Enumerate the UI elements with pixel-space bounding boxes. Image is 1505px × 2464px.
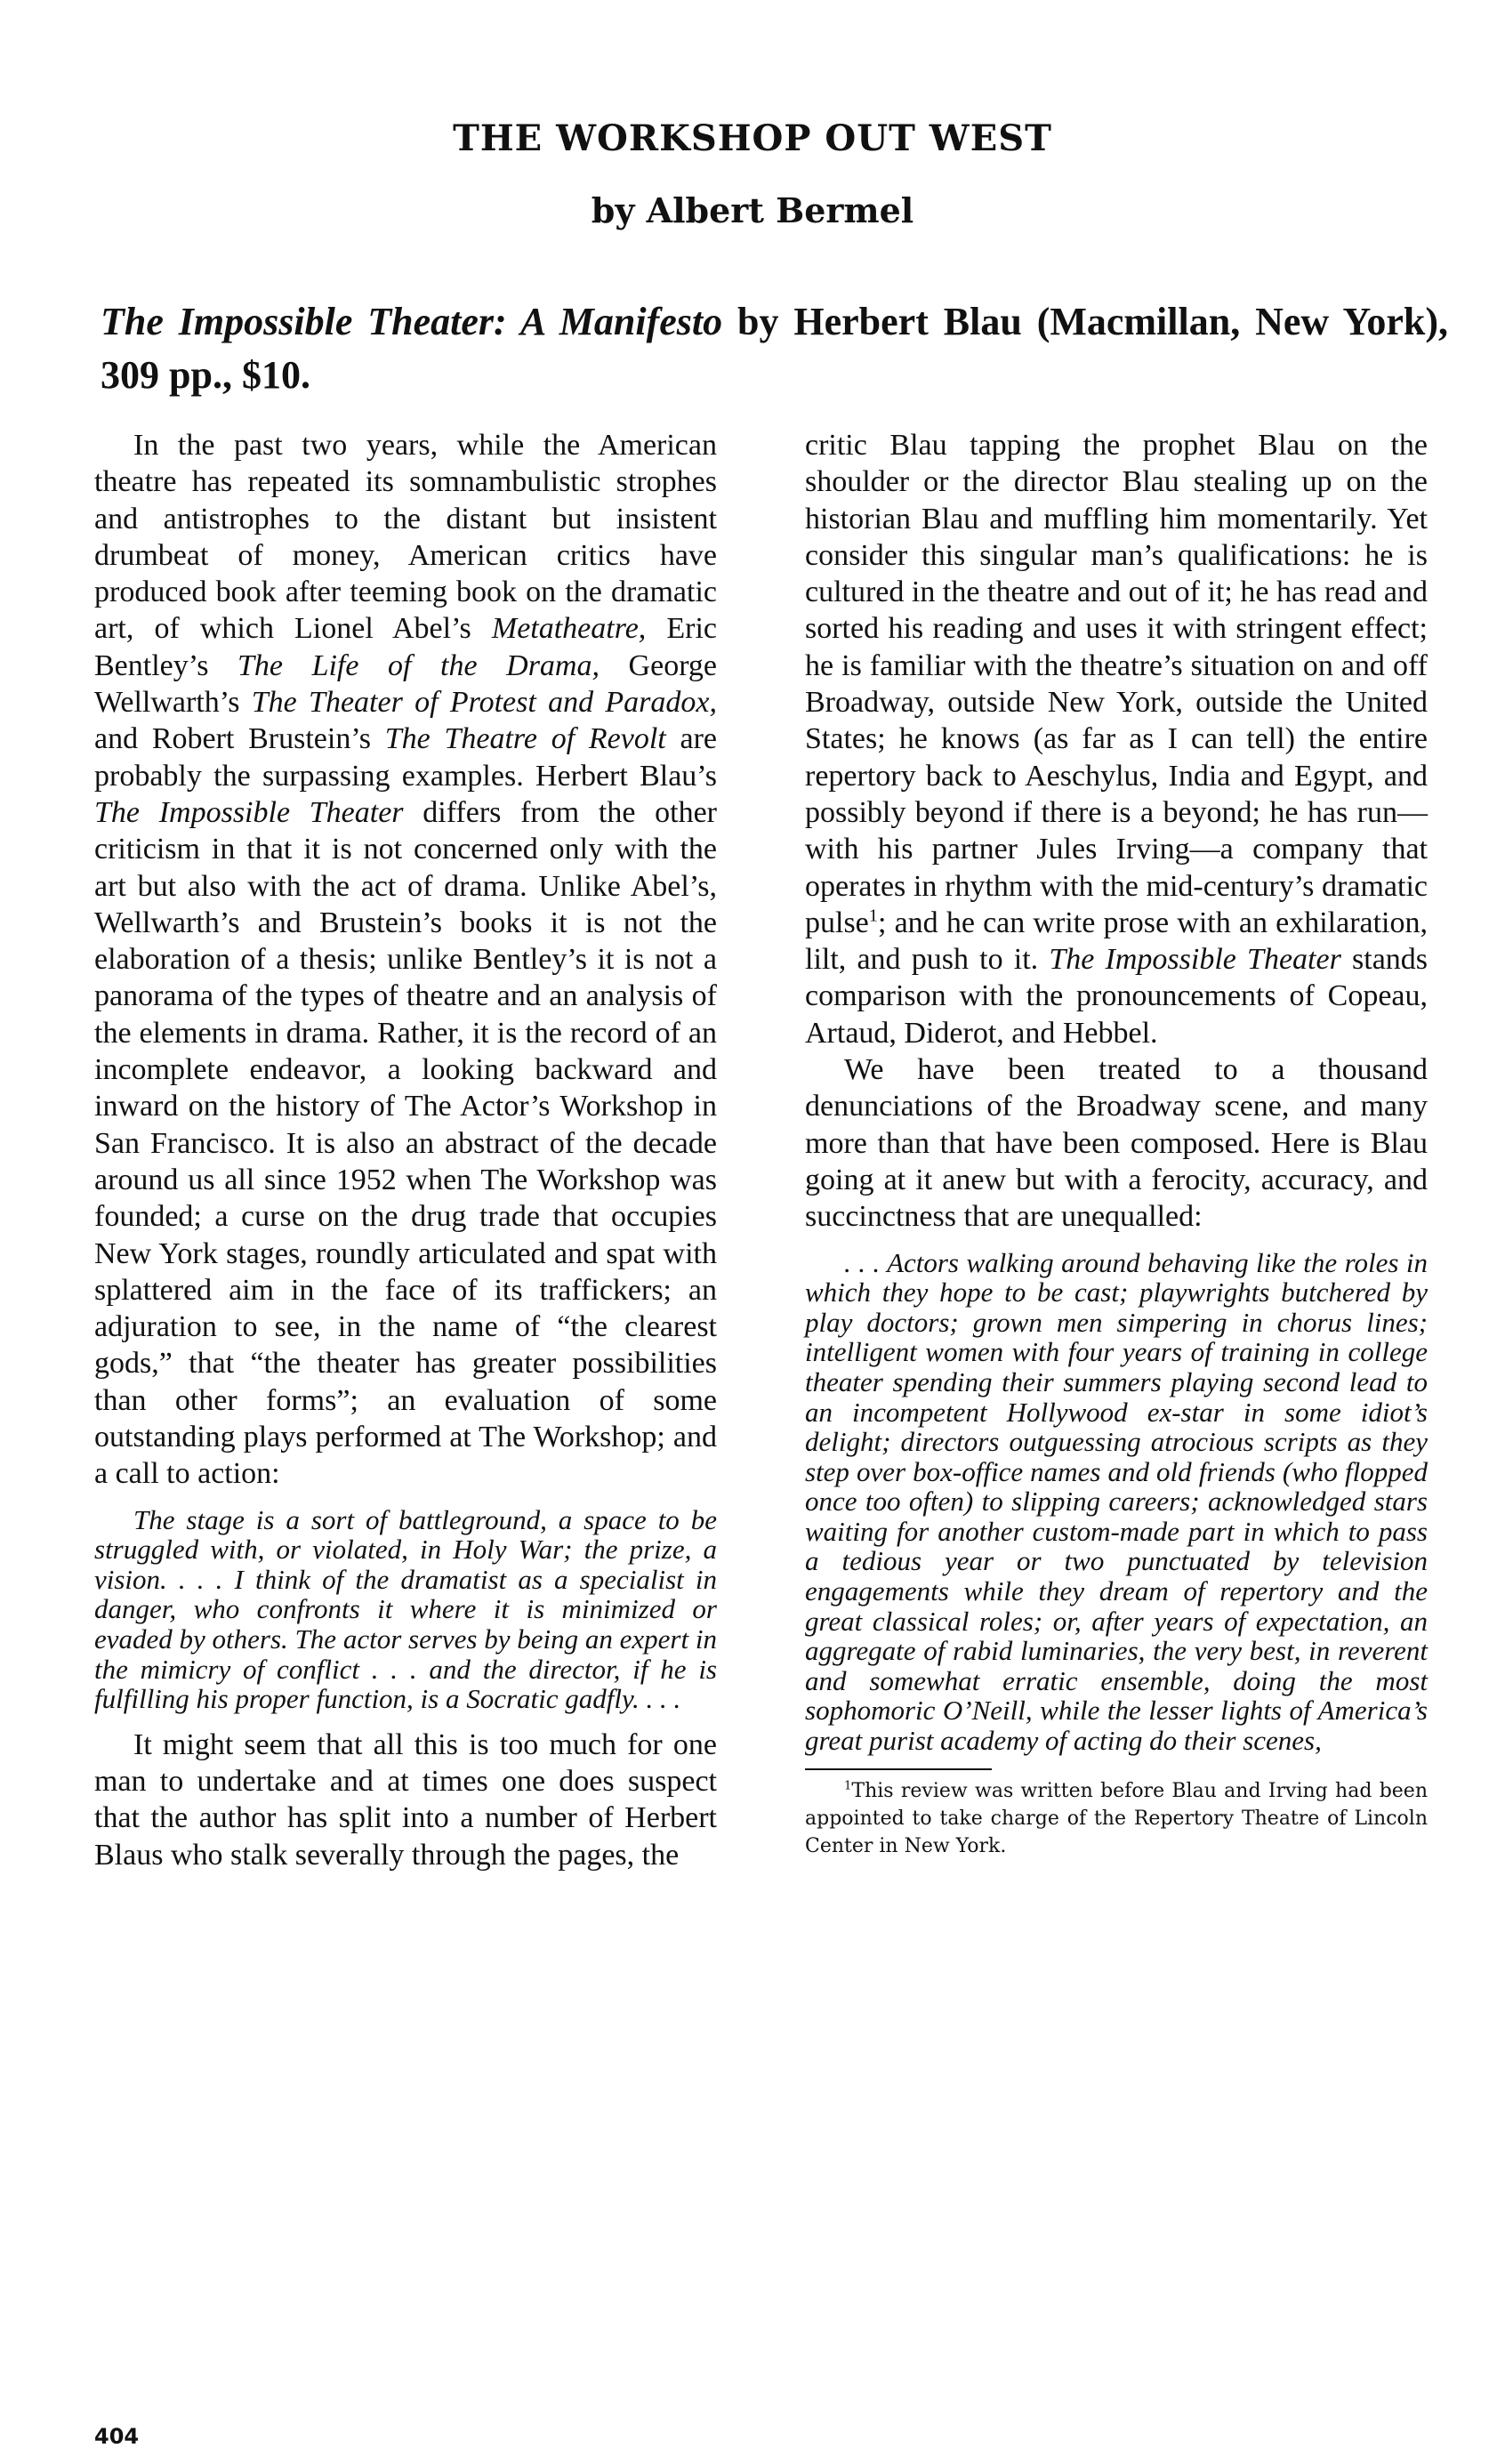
left-column (94, 427, 717, 1873)
footnote-reference: 1 (868, 906, 878, 926)
paragraph: We have been treated to a thousand denunciations of the Broadway scene, and many more than that have been composed. Here is Blau going at it anew but with a ferocity, accuracy, and succinctness that are unequalled: (805, 1053, 1428, 1234)
block-quote: The stage is a sort of battleground, a space to be struggled with, or violated, in Holy War; the prize, a vision. . . . I think of the dramatist as a specialist in danger, who confronts it where it is minimized or evaded by others. The actor serves by being an expert in the mimicry of conflict . . . and the director, if he is fulfilling his proper function, is a Socratic gadfly. . . . (94, 1503, 717, 1715)
article-title: THE WORKSHOP OUT WEST (453, 117, 1052, 159)
paragraph-intro (94, 427, 717, 1493)
footnote (805, 1777, 1428, 1860)
text-run: George Wellwarth’s (94, 648, 717, 720)
paragraph: It might seem that all this is too much for one man to undertake and at times one does suspect that the author has split into a number of Herbert Blaus who stalk severally through the pages, the (94, 1727, 717, 1872)
italic-title: The Theater of Protest and Paradox, (251, 686, 717, 720)
text-run: In the past two years, while the American theatre has repeated its somnambulistic strophes and antistrophes to the distant but insistent drumbeat of money, American critics have produced book after teeming book on the dramatic art, of which Lionel Abel’s (94, 429, 717, 646)
italic-title: The Impossible Theater (94, 795, 404, 829)
block-quote: . . . Actors walking around behaving like the roles in which they hope to be cast; playwrights butchered by play doctors; grown men simpering in chorus lines; intelligent women with four years of training in college theater spending their summers playing second lead to an incompetent Hollywood ex-star in some idiot’s delight; directors outguessing atrocious scripts as they step over box-office names and old friends (who flopped once too often) to slipping careers; acknowledged stars waiting for another custom-made part in which to pass a tedious year or two punctuated by television engagements while they dream of repertory and the great classical roles; or, after years of expectation, an aggregate of rabid luminaries, the very best, in reverent and somewhat erratic ensemble, doing the most sophomoric O’Neill, while the lesser lights of America’s great purist academy of acting do their scenes, (805, 1246, 1428, 1757)
reviewed-book-details: by Herbert Blau (Macmillan, New York), 309 pp., $10. (101, 300, 1449, 397)
text-run: Eric Bentley’s (94, 612, 717, 682)
text-run: stands comparison with the pronouncements of Copeau, Artaud, Diderot, and Hebbel. (805, 943, 1429, 1050)
text-run: are probably the surpassing examples. Herbert Blau’s (94, 722, 717, 793)
page-number: 404 (94, 2424, 140, 2449)
article-byline: by Albert Bermel (591, 190, 914, 230)
footnote-divider (805, 1768, 992, 1770)
footnote-marker: 1 (844, 1779, 852, 1793)
paragraph-continued (805, 427, 1428, 1051)
italic-title: The Theatre of Revolt (384, 722, 666, 756)
text-run: ; and he can write prose with an exhilaration, lilt, and push to it. (805, 906, 1428, 977)
text-run: differs from the other criticism in that it is not concerned only with the art but also with the act of drama. Unlike Abel’s, Wellwarth’s and Brustein’s books it is not the elaboration of a thesis; unlike Bentley’s it is not a panorama of the types of theatre and an analysis of the elements in drama. Rather, it is the record of an incomplete endeavor, a looking backward and inward on the history of The Actor’s Workshop in San Francisco. It is also an abstract of the decade around us all since 1952 when The Workshop was founded; a curse on the drug trade that occupies New York stages, roundly articulated and spat with splattered aim in the face of its traffickers; an adjuration to see, in the name of “the clearest gods,” that “the theater has greater possibilities than other forms”; an evaluation of some outstanding plays performed at The Workshop; and a call to action: (94, 795, 718, 1491)
italic-title: The Impossible Theater (1049, 943, 1341, 977)
footnote-text: This review was written before Blau and Irving had been appointed to take charge of the Repertory Theatre of Lincoln Center in New York. (805, 1779, 1428, 1857)
reviewed-book-citation (101, 295, 1448, 402)
italic-title: Metatheatre, (491, 612, 647, 646)
right-column (805, 427, 1428, 1860)
text-run: and Robert Brustein’s (94, 722, 385, 756)
reviewed-book-title: The Impossible Theater: A Manifesto (101, 300, 723, 343)
italic-title: The Life of the Drama, (237, 648, 600, 682)
text-run: critic Blau tapping the prophet Blau on the shoulder or the director Blau stealing up on the historian Blau and muffling him momentarily. Yet consider this singular man’s qualifications: he is cultured in the theatre and out of it; he has read and sorted his reading and uses it with stringent effect; he is familiar with the theatre’s situation on and off Broadway, outside New York, outside the United States; he knows (as far as I can tell) the entire repertory back to Aeschylus, India and Egypt, and possibly beyond if there is a beyond; he has run—with his partner Jules Irving—a company that operates in rhythm with the mid-century’s dramatic pulse (805, 429, 1428, 939)
